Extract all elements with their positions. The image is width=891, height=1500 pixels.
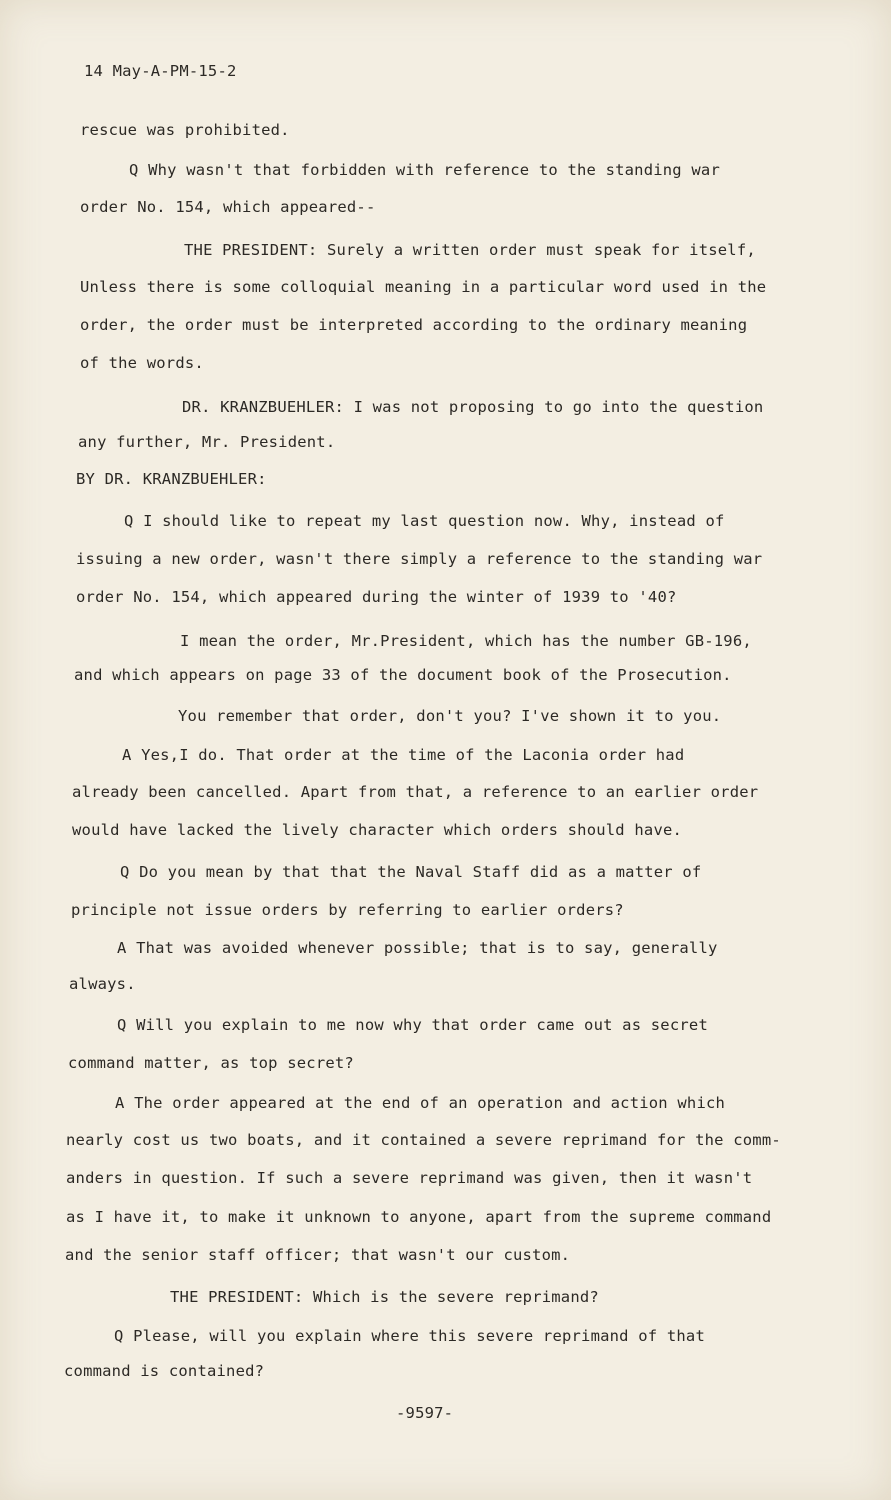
text-line-33: command is contained? bbox=[64, 1362, 265, 1380]
text-line-9: any further, Mr. President. bbox=[78, 433, 336, 451]
text-line-13: order No. 154, which appeared during the winter of 1939 to '40? bbox=[76, 588, 677, 606]
text-line-19: would have lacked the lively character which orders should have. bbox=[72, 821, 683, 839]
text-line-12: issuing a new order, wasn't there simply a reference to the standing war bbox=[76, 550, 763, 568]
text-line-6: order, the order must be interpreted according to the ordinary meaning bbox=[80, 316, 748, 334]
text-line-8: DR. KRANZBUEHLER: I was not proposing to go into the question bbox=[182, 398, 764, 416]
text-line-5: Unless there is some colloquial meaning in a particular word used in the bbox=[80, 278, 767, 296]
text-line-16: You remember that order, don't you? I've shown it to you. bbox=[178, 707, 722, 725]
text-line-1: rescue was prohibited. bbox=[80, 121, 290, 139]
text-line-3: order No. 154, which appeared-- bbox=[80, 198, 376, 216]
text-line-7: of the words. bbox=[80, 354, 204, 372]
text-line-28: anders in question. If such a severe reprimand was given, then it wasn't bbox=[66, 1169, 753, 1187]
text-line-15: and which appears on page 33 of the document book of the Prosecution. bbox=[74, 666, 732, 684]
text-line-25: command matter, as top secret? bbox=[68, 1054, 354, 1072]
text-line-26: A The order appeared at the end of an operation and action which bbox=[115, 1094, 726, 1112]
text-line-22: A That was avoided whenever possible; that is to say, generally bbox=[117, 939, 718, 957]
text-line-32: Q Please, will you explain where this severe reprimand of that bbox=[114, 1327, 705, 1345]
text-line-18: already been cancelled. Apart from that, a reference to an earlier order bbox=[72, 783, 759, 801]
page-number: -9597- bbox=[396, 1404, 454, 1422]
text-line-31: THE PRESIDENT: Which is the severe reprimand? bbox=[170, 1288, 599, 1306]
text-line-11: Q I should like to repeat my last question now. Why, instead of bbox=[124, 512, 725, 530]
text-line-17: A Yes,I do. That order at the time of the Laconia order had bbox=[122, 746, 685, 764]
text-line-20: Q Do you mean by that that the Naval Staff did as a matter of bbox=[120, 863, 702, 881]
text-line-27: nearly cost us two boats, and it contained a severe reprimand for the comm- bbox=[66, 1131, 781, 1149]
text-line-21: principle not issue orders by referring to earlier orders? bbox=[71, 901, 624, 919]
text-line-14: I mean the order, Mr.President, which has the number GB-196, bbox=[180, 632, 752, 650]
text-line-29: as I have it, to make it unknown to anyone, apart from the supreme command bbox=[66, 1208, 772, 1226]
text-line-10: BY DR. KRANZBUEHLER: bbox=[76, 470, 267, 488]
page-header-reference: 14 May-A-PM-15-2 bbox=[84, 62, 237, 80]
text-line-2: Q Why wasn't that forbidden with reference to the standing war bbox=[129, 161, 720, 179]
text-line-23: always. bbox=[69, 975, 136, 993]
text-line-4: THE PRESIDENT: Surely a written order must speak for itself, bbox=[184, 241, 756, 259]
text-line-24: Q Will you explain to me now why that order came out as secret bbox=[117, 1016, 708, 1034]
text-line-30: and the senior staff officer; that wasn't our custom. bbox=[65, 1246, 571, 1264]
